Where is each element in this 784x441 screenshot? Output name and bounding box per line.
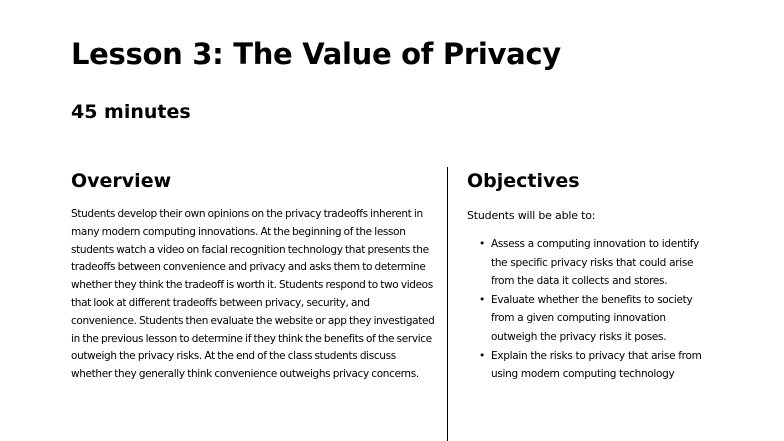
objectives-intro: Students will be able to: [467,209,596,222]
objectives-heading: Objectives [467,170,580,192]
overview-heading: Overview [71,170,172,192]
column-divider [447,167,448,441]
overview-text: Students develop their own opinions on the privacy tradeoffs inherent in many modern computing innovations. At the beginning of the lesson students watch a video on facial recognition technology that presents the tradeoffs between convenience and privacy and asks them to determine whether they think the tradeoff is worth it. Students respond to two videos that look at different tradeoffs between privacy, security, and convenience. Students then evaluate the website or app they investigated in the previous lesson to determine if they think the benefits of the service outweigh the privacy risks. At the end of the class students discuss whether they generally think convenience outweighs privacy concerns. [71,208,435,381]
objective-item: • Assess a computing innovation to identify the specific privacy risks that could arise from the data it collects and stores. [491,235,711,291]
objective-item: • Explain the risks to privacy that arise from using modern computing technology [491,347,711,384]
lesson-duration: 45 minutes [71,101,191,123]
objectives-list [467,235,757,384]
objective-item: • Evaluate whether the benefits to society from a given computing innovation outweigh the privacy risks it poses. [491,291,711,347]
overview-section [71,169,436,384]
lesson-title: Lesson 3: The Value of Privacy [71,37,561,71]
objectives-section [467,169,757,384]
